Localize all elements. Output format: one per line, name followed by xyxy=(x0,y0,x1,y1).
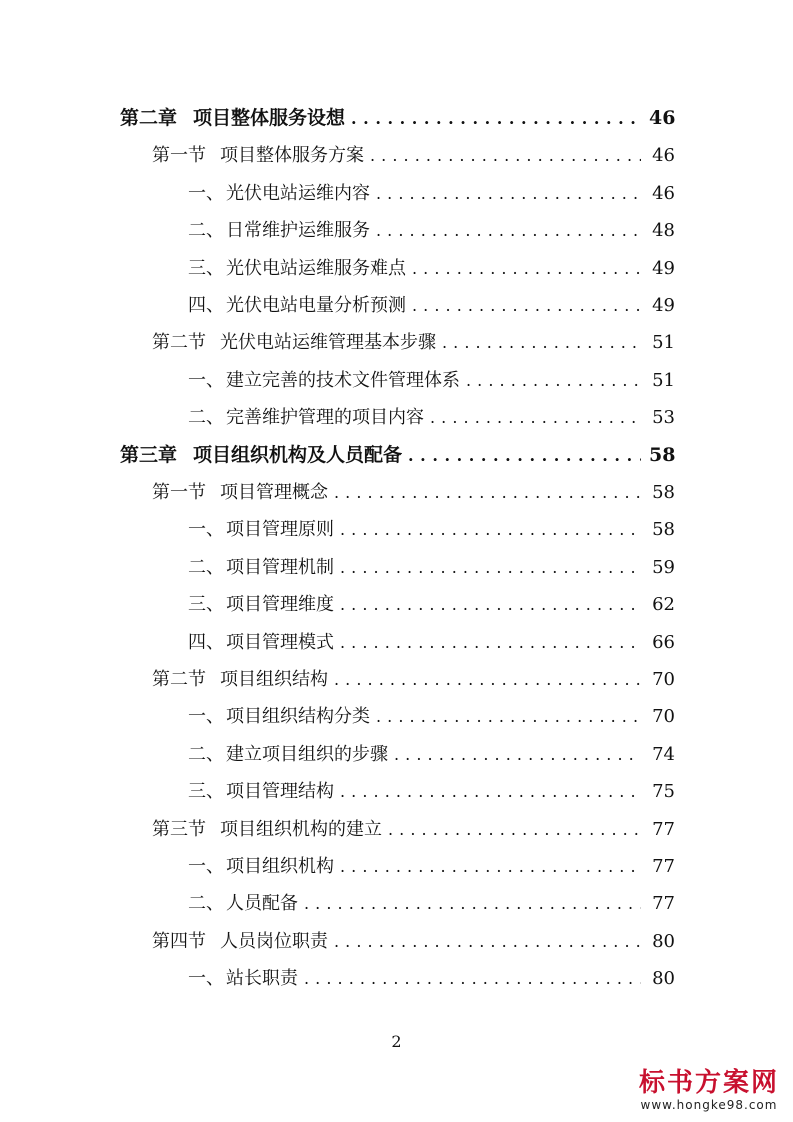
toc-dot-leader xyxy=(340,773,641,810)
toc-dot-leader xyxy=(370,137,641,174)
toc-entry-chapter[interactable] xyxy=(120,437,675,474)
toc-entry-item[interactable] xyxy=(188,624,675,661)
watermark-logo xyxy=(639,1068,779,1112)
toc-entry-title: 完善维护管理的项目内容 xyxy=(226,407,424,429)
toc-entry-number: 一、 xyxy=(188,856,224,877)
toc-entry-number: 二、 xyxy=(188,220,224,242)
toc-entry-number: 二、 xyxy=(188,893,224,915)
toc-entry-item[interactable] xyxy=(188,885,675,922)
watermark-url: www.hongke98.com xyxy=(640,1098,778,1112)
toc-entry-page: 49 xyxy=(652,295,675,316)
toc-entry-number: 二、 xyxy=(188,407,224,429)
toc-entry-item[interactable] xyxy=(188,250,675,287)
toc-entry-title: 人员配备 xyxy=(226,893,298,915)
toc-entry-page: 66 xyxy=(652,631,675,653)
toc-dot-leader xyxy=(430,399,641,436)
toc-entry-number: 第二节 xyxy=(152,669,206,690)
toc-entry-page: 77 xyxy=(652,856,675,877)
toc-entry-item[interactable] xyxy=(188,362,675,399)
toc-dot-leader xyxy=(340,511,641,548)
toc-dot-leader xyxy=(466,362,641,399)
toc-entry-page: 51 xyxy=(652,332,675,354)
toc-dot-leader xyxy=(412,250,641,287)
toc-entry-number: 一、 xyxy=(188,706,224,728)
toc-entry-title: 项目管理原则 xyxy=(226,519,334,541)
toc-entry-page: 77 xyxy=(652,818,675,840)
toc-entry-number: 四、 xyxy=(188,295,224,316)
toc-entry-item[interactable] xyxy=(188,698,675,735)
toc-entry-title: 光伏电站运维内容 xyxy=(226,182,370,204)
toc-entry-number: 一、 xyxy=(188,968,224,990)
toc-dot-leader xyxy=(340,848,641,885)
toc-entry-number: 一、 xyxy=(188,182,224,204)
toc-entry-page: 46 xyxy=(652,182,675,204)
toc-entry-page: 46 xyxy=(649,107,676,129)
toc-entry-title: 项目管理模式 xyxy=(226,631,334,653)
toc-entry-title: 站长职责 xyxy=(226,968,298,990)
toc-entry-section[interactable] xyxy=(152,474,675,511)
toc-dot-leader xyxy=(376,212,641,249)
toc-entry-section[interactable] xyxy=(152,923,675,960)
toc-entry-page: 49 xyxy=(652,257,675,279)
toc-entry-number: 第四节 xyxy=(152,930,206,952)
toc-entry-section[interactable] xyxy=(152,324,675,361)
toc-entry-title: 光伏电站运维管理基本步骤 xyxy=(220,332,436,354)
toc-entry-page: 58 xyxy=(652,482,675,503)
toc-entry-title: 项目组织机构 xyxy=(226,856,334,877)
toc-entry-number: 第三章 xyxy=(120,443,178,466)
toc-entry-item[interactable] xyxy=(188,287,675,324)
toc-entry-number: 三、 xyxy=(188,594,224,616)
toc-entry-section[interactable] xyxy=(152,811,675,848)
toc-entry-title: 光伏电站电量分析预测 xyxy=(226,295,406,316)
toc-entry-item[interactable] xyxy=(188,511,675,548)
toc-entry-page: 80 xyxy=(652,930,675,952)
toc-entry-title: 项目管理概念 xyxy=(220,482,328,503)
toc-entry-number: 第三节 xyxy=(152,818,206,840)
toc-entry-section[interactable] xyxy=(152,661,675,698)
toc-entry-page: 77 xyxy=(652,893,675,915)
toc-entry-number: 一、 xyxy=(188,369,224,391)
page-number: 2 xyxy=(391,1032,402,1051)
toc-entry-item[interactable] xyxy=(188,175,675,212)
toc-dot-leader xyxy=(408,437,641,474)
toc-entry-page: 46 xyxy=(652,145,675,167)
toc-dot-leader xyxy=(334,474,641,511)
toc-entry-number: 一、 xyxy=(188,519,224,541)
toc-entry-section[interactable] xyxy=(152,137,675,174)
toc-dot-leader xyxy=(340,624,641,661)
toc-entry-item[interactable] xyxy=(188,960,675,997)
toc-entry-title: 建立完善的技术文件管理体系 xyxy=(226,369,460,391)
toc-entry-number: 二、 xyxy=(188,556,224,578)
toc-entry-page: 70 xyxy=(652,706,675,728)
toc-dot-leader xyxy=(304,885,641,922)
toc-entry-page: 75 xyxy=(652,781,675,803)
toc-entry-number: 第二章 xyxy=(120,107,178,129)
toc-entry-number: 四、 xyxy=(188,631,224,653)
toc-entry-item[interactable] xyxy=(188,212,675,249)
toc-dot-leader xyxy=(340,549,641,586)
toc-entry-title: 项目管理维度 xyxy=(226,594,334,616)
toc-entry-item[interactable] xyxy=(188,399,675,436)
toc-dot-leader xyxy=(376,698,641,735)
toc-dot-leader xyxy=(412,287,641,324)
toc-entry-title: 人员岗位职责 xyxy=(220,930,328,952)
toc-entry-item[interactable] xyxy=(188,773,675,810)
toc-dot-leader xyxy=(334,661,641,698)
toc-dot-leader xyxy=(394,736,641,773)
toc-entry-title: 日常维护运维服务 xyxy=(226,220,370,242)
toc-entry-title: 项目组织结构分类 xyxy=(226,706,370,728)
toc-entry-page: 58 xyxy=(652,519,675,541)
toc-dot-leader xyxy=(388,811,641,848)
toc-entry-page: 53 xyxy=(652,407,675,429)
toc-entry-page: 58 xyxy=(649,443,676,466)
toc-entry-page: 51 xyxy=(652,369,675,391)
toc-entry-item[interactable] xyxy=(188,736,675,773)
toc-entry-number: 二、 xyxy=(188,743,224,765)
toc-entry-number: 第一节 xyxy=(152,145,206,167)
watermark-title: 标书方案网 xyxy=(638,1068,779,1098)
toc-entry-page: 74 xyxy=(652,743,675,765)
toc-dot-leader xyxy=(334,923,641,960)
toc-entry-page: 48 xyxy=(652,220,675,242)
toc-dot-leader xyxy=(376,175,641,212)
toc-entry-title: 项目管理结构 xyxy=(226,781,334,803)
toc-entry-title: 项目整体服务设想 xyxy=(193,107,346,129)
toc-dot-leader xyxy=(304,960,641,997)
toc-entry-page: 59 xyxy=(652,556,675,578)
toc-entry-title: 项目管理机制 xyxy=(226,556,334,578)
toc-entry-title: 建立项目组织的步骤 xyxy=(226,743,388,765)
toc-entry-item[interactable] xyxy=(188,549,675,586)
toc-entry-title: 项目组织机构及人员配备 xyxy=(193,443,403,466)
toc-entry-title: 光伏电站运维服务难点 xyxy=(226,257,406,279)
toc-entry-number: 第一节 xyxy=(152,482,206,503)
toc-entry-number: 三、 xyxy=(188,257,224,279)
toc-dot-leader xyxy=(351,100,641,137)
toc-dot-leader xyxy=(442,324,641,361)
toc-entry-title: 项目整体服务方案 xyxy=(220,145,364,167)
toc-dot-leader xyxy=(340,586,641,623)
toc-entry-title: 项目组织结构 xyxy=(220,669,328,690)
toc-entry-title: 项目组织机构的建立 xyxy=(220,818,382,840)
toc-entry-chapter[interactable] xyxy=(120,100,675,137)
toc-entry-page: 62 xyxy=(652,594,675,616)
toc-entry-number: 三、 xyxy=(188,781,224,803)
toc-entry-number: 第二节 xyxy=(152,332,206,354)
toc-entry-page: 70 xyxy=(652,669,675,690)
toc-entry-item[interactable] xyxy=(188,848,675,885)
toc-entry-item[interactable] xyxy=(188,586,675,623)
toc-entry-page: 80 xyxy=(652,968,675,990)
